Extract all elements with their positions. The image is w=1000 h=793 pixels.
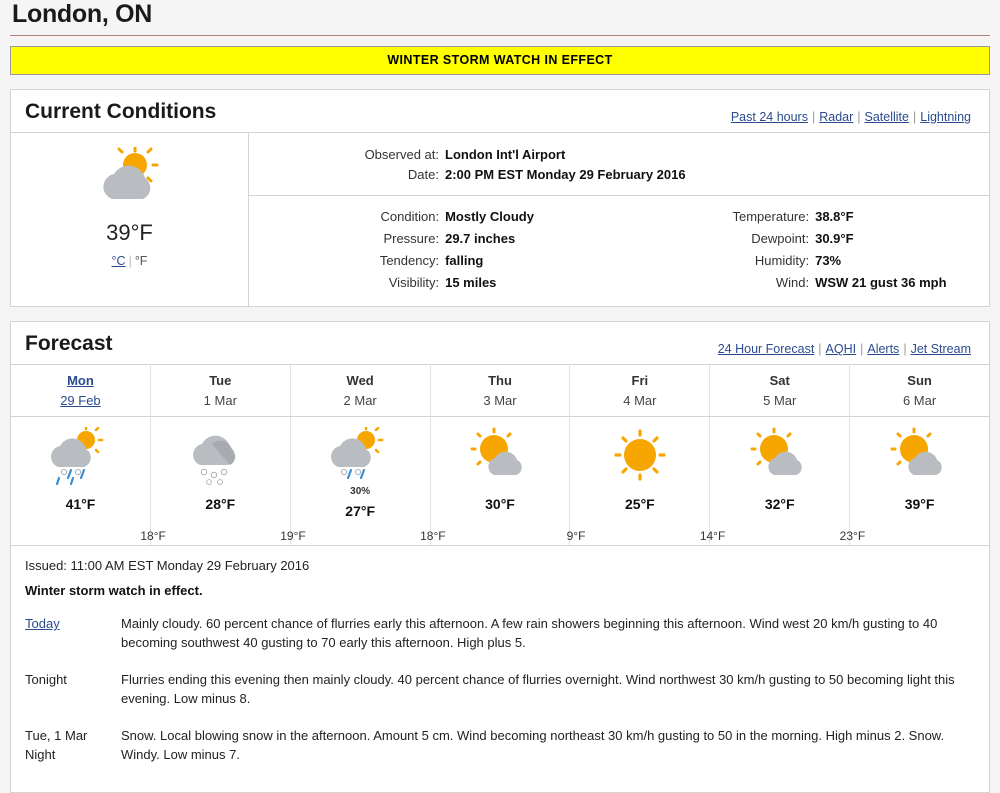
current-conditions-card [10, 89, 990, 307]
24-hour-forecast-link[interactable]: 24 Hour Forecast [717, 342, 815, 356]
wind-row [619, 272, 989, 294]
pressure-row [249, 228, 619, 250]
forecast-cell-mon[interactable] [11, 417, 166, 545]
forecast-day-header-sat[interactable] [710, 365, 850, 416]
link-separator: | [903, 342, 907, 356]
temperature-value: 38.8°F [815, 209, 854, 224]
forecast-day-name: Wed [346, 373, 374, 388]
page-title: London, ON [12, 0, 153, 28]
forecast-day-header-mon[interactable] [11, 365, 151, 416]
today-link[interactable]: Today [25, 616, 60, 631]
table-row [25, 670, 975, 726]
forecast-text-section [11, 546, 989, 792]
tendency-label: Tendency: [379, 253, 440, 268]
sun-cloud-icon [742, 427, 818, 494]
visibility-value: 15 miles [445, 275, 497, 290]
current-conditions-header [11, 90, 989, 133]
dewpoint-row [619, 228, 989, 250]
visibility-label: Visibility: [388, 275, 440, 290]
observation-date-row [249, 165, 989, 185]
observation-block [249, 133, 989, 196]
observation-date-label: Date: [407, 167, 439, 182]
link-separator: | [860, 342, 864, 356]
dewpoint-value: 30.9°F [815, 231, 854, 246]
forecast-day-headers [11, 365, 989, 417]
observed-at-row [249, 145, 989, 165]
fahrenheit-unit-current: °F [134, 254, 148, 268]
pressure-label: Pressure: [383, 231, 440, 246]
forecast-day-name: Sat [769, 373, 790, 388]
forecast-low-temp: 23°F [839, 529, 866, 543]
rain-snow-sun-icon [322, 427, 398, 490]
link-separator: | [811, 110, 816, 124]
forecast-day-date: 6 Mar [902, 393, 937, 408]
forecast-cell-tue[interactable] [151, 417, 306, 545]
visibility-row [249, 272, 619, 294]
forecast-high-temp: 28°F [205, 496, 236, 512]
forecast-cell-sun[interactable] [850, 417, 989, 545]
forecast-high-temp: 39°F [904, 496, 935, 512]
observation-date-value: 2:00 PM EST Monday 29 February 2016 [445, 167, 686, 182]
snow-cloud-icon [182, 427, 258, 494]
forecast-high-temp: 25°F [625, 496, 655, 512]
forecast-low-temp: 9°F [566, 529, 586, 543]
weather-alert-banner[interactable]: WINTER STORM WATCH IN EFFECT [10, 46, 990, 75]
forecast-cell-fri[interactable] [570, 417, 726, 545]
forecast-cell-wed[interactable] [291, 417, 446, 545]
observed-at-value: London Int'l Airport [445, 147, 566, 162]
period-text-tue: Snow. Local blowing snow in the afternoon. Amount 5 cm. Wind becoming northeast 30 km/h gusting to 50 in the morning. High minus 2. Snow. Windy. Low minus 7. [121, 728, 945, 762]
rain-snow-sun-icon [42, 427, 118, 494]
period-text-tonight: Flurries ending this evening then mainly cloudy. 40 percent chance of flurries overnight. Wind northwest 30 km/h gusting to 50 becoming light this evening. Low minus 8. [121, 672, 955, 706]
title-divider [10, 35, 990, 36]
forecast-high-temp: 41°F [65, 496, 96, 512]
tendency-row [249, 250, 619, 272]
current-conditions-summary [11, 133, 249, 306]
past-24-hours-link[interactable]: Past 24 hours [730, 110, 808, 124]
period-label-tue-night: Night [25, 747, 56, 762]
celsius-unit-link[interactable]: °C [111, 254, 126, 268]
forecast-high-temp: 27°F [345, 503, 376, 519]
table-row [25, 726, 975, 782]
pressure-value: 29.7 inches [445, 231, 516, 246]
condition-label: Condition: [380, 209, 440, 224]
humidity-label: Humidity: [754, 253, 810, 268]
forecast-pop: 30% [350, 486, 371, 497]
alerts-link[interactable]: Alerts [867, 342, 900, 356]
table-row [25, 614, 975, 670]
period-label-tue [25, 726, 121, 782]
forecast-day-name: Mon [67, 373, 94, 388]
forecast-day-header-fri[interactable] [570, 365, 710, 416]
jet-stream-link[interactable]: Jet Stream [910, 342, 971, 356]
aqhi-link[interactable]: AQHI [825, 342, 857, 356]
humidity-row [619, 250, 989, 272]
unit-separator: | [128, 254, 132, 268]
forecast-high-temp: 30°F [485, 496, 515, 512]
forecast-heading: Forecast [25, 332, 113, 355]
forecast-periods-table [25, 614, 975, 782]
forecast-day-date: 29 Feb [60, 393, 101, 408]
unit-switch [11, 254, 248, 268]
current-conditions-links [727, 110, 975, 124]
forecast-day-date: 1 Mar [203, 393, 237, 408]
forecast-cell-sat[interactable] [710, 417, 866, 545]
sun-cloud-icon [882, 427, 958, 494]
link-separator: | [818, 342, 822, 356]
sun-icon [602, 427, 678, 494]
temperature-row [619, 206, 989, 228]
condition-row [249, 206, 619, 228]
forecast-cell-thu[interactable] [431, 417, 586, 545]
forecast-day-date: 2 Mar [343, 393, 377, 408]
forecast-icon-row [11, 417, 989, 546]
forecast-low-temp: 19°F [280, 529, 306, 543]
lightning-link[interactable]: Lightning [920, 110, 971, 124]
satellite-link[interactable]: Satellite [864, 110, 909, 124]
forecast-day-date: 3 Mar [483, 393, 517, 408]
forecast-day-name: Fri [631, 373, 649, 388]
forecast-day-date: 4 Mar [623, 393, 657, 408]
period-label-tonight: Tonight [25, 672, 67, 687]
conditions-detail-left [249, 206, 619, 294]
forecast-day-header-sun[interactable] [850, 365, 989, 416]
forecast-low-temp: 18°F [140, 529, 166, 543]
forecast-card [10, 321, 990, 793]
period-text-today: Mainly cloudy. 60 percent chance of flurries early this afternoon. A few rain showers beginning this afternoon. Wind west 20 km/h gusting to 40 becoming southwest 40 gusting to 70 early this afternoon. High plus 5. [121, 616, 938, 650]
dewpoint-label: Dewpoint: [751, 231, 810, 246]
link-separator: | [857, 110, 861, 124]
forecast-day-header-thu[interactable] [431, 365, 571, 416]
tendency-value: falling [445, 253, 484, 268]
forecast-header [11, 322, 989, 365]
humidity-value: 73% [815, 253, 842, 268]
forecast-high-temp: 32°F [764, 496, 795, 512]
forecast-watch-text: Winter storm watch in effect. [25, 583, 203, 598]
forecast-day-name: Sun [907, 373, 932, 388]
temperature-label: Temperature: [732, 209, 810, 224]
conditions-detail-columns [249, 196, 989, 306]
sun-behind-cloud-icon [88, 147, 172, 216]
forecast-day-date: 5 Mar [763, 393, 797, 408]
forecast-low-temp: 14°F [699, 529, 726, 543]
condition-value: Mostly Cloudy [445, 209, 534, 224]
wind-label: Wind: [775, 275, 810, 290]
current-conditions-detail [249, 133, 989, 306]
current-conditions-body [11, 133, 989, 306]
forecast-day-name: Thu [488, 373, 512, 388]
forecast-day-header-tue[interactable] [151, 365, 291, 416]
forecast-low-temp: 18°F [420, 529, 446, 543]
period-label-today [25, 614, 121, 670]
current-temperature: 39°F [106, 220, 153, 245]
current-conditions-heading: Current Conditions [25, 100, 217, 123]
observed-at-label: Observed at: [364, 147, 439, 162]
conditions-detail-right [619, 206, 989, 294]
sun-cloud-icon [462, 427, 538, 494]
link-separator: | [913, 110, 917, 124]
forecast-links [714, 342, 975, 356]
forecast-issued: Issued: 11:00 AM EST Monday 29 February 2016 [25, 558, 310, 573]
forecast-day-name: Tue [209, 373, 232, 388]
wind-value: WSW 21 gust 36 mph [815, 275, 947, 290]
radar-link[interactable]: Radar [819, 110, 854, 124]
period-label-tue-day: Tue, 1 Mar [25, 728, 88, 743]
forecast-day-header-wed[interactable] [291, 365, 431, 416]
